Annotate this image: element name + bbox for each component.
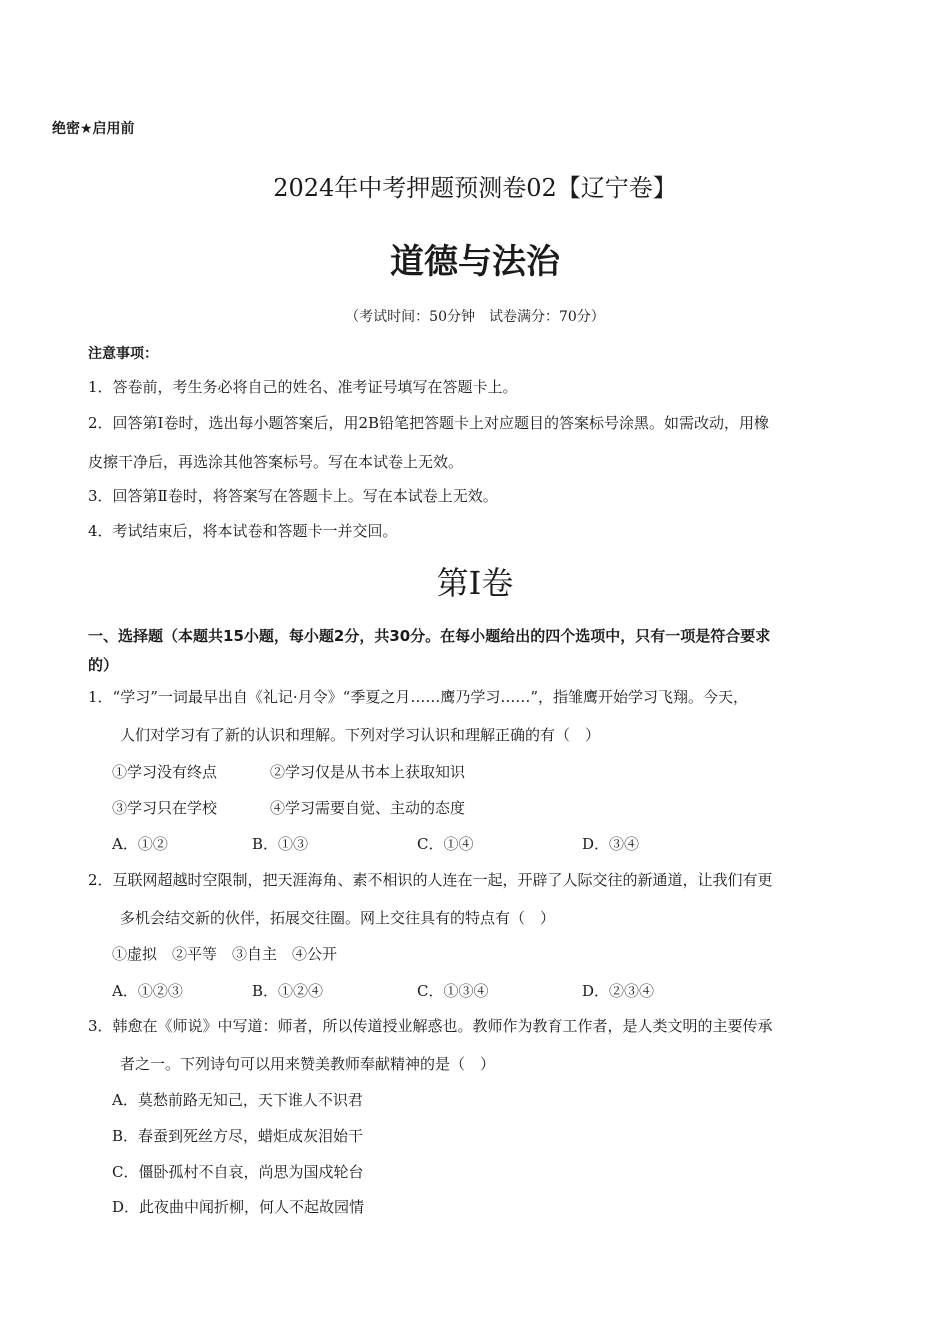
question-1-statement-2: ②学习仅是从书本上获取知识 bbox=[270, 763, 466, 781]
question-2-line-2: 多机会结交新的伙伴，拓展交往圈。网上交往具有的特点有（ ） bbox=[120, 909, 556, 927]
section-heading-line-1: 一、选择题（本题共15小题，每小题2分，共30分。在每小题给出的四个选项中，只有一项是符合要求 bbox=[88, 627, 771, 645]
question-3-line-2: 者之一。下列诗句可以用来赞美教师奉献精神的是（ ） bbox=[120, 1055, 496, 1073]
question-1-option-a[interactable]: A．①② bbox=[112, 835, 168, 853]
question-1-statement-1: ①学习没有终点 bbox=[112, 763, 218, 781]
subject-title: 道德与法治 bbox=[390, 242, 560, 282]
section-heading-line-2: 的） bbox=[88, 656, 119, 674]
question-3-option-b[interactable]: B．春蚕到死丝方尽，蜡炬成灰泪始干 bbox=[112, 1127, 364, 1145]
notice-item-2-line-1: 2．回答第Ⅰ卷时，选出每小题答案后，用2B铅笔把答题卡上对应题目的答案标号涂黑。如需改动，用橡 bbox=[88, 414, 770, 432]
question-2-option-b[interactable]: B．①②④ bbox=[252, 982, 324, 1000]
exam-timing: （考试时间：50分钟 试卷满分：70分） bbox=[345, 309, 605, 325]
question-2-option-a[interactable]: A．①②③ bbox=[112, 982, 183, 1000]
question-3-option-a[interactable]: A．莫愁前路无知己，天下谁人不识君 bbox=[112, 1091, 363, 1109]
notice-item-2-line-2: 皮擦干净后，再选涂其他答案标号。写在本试卷上无效。 bbox=[88, 453, 464, 471]
notice-item-1: 1．答卷前，考生务必将自己的姓名、准考证号填写在答题卡上。 bbox=[88, 378, 518, 396]
question-1-line-1: 1．“学习”一词最早出自《礼记·月令》“季夏之月……鹰乃学习……”，指雏鹰开始学习飞翔。今天， bbox=[88, 688, 748, 706]
question-1-option-b[interactable]: B．①③ bbox=[252, 835, 309, 853]
question-1-statement-4: ④学习需要自觉、主动的态度 bbox=[270, 799, 466, 817]
notice-item-4: 4．考试结束后，将本试卷和答题卡一并交回。 bbox=[88, 522, 398, 540]
secret-label: 绝密★启用前 bbox=[52, 121, 135, 137]
question-2-statements: ①虚拟 ②平等 ③自主 ④公开 bbox=[112, 945, 338, 963]
question-1-statement-3: ③学习只在学校 bbox=[112, 799, 218, 817]
notice-heading: 注意事项： bbox=[88, 346, 158, 362]
question-3-option-c[interactable]: C．僵卧孤村不自哀，尚思为国戍轮台 bbox=[112, 1163, 364, 1181]
volume-title: 第Ⅰ卷 bbox=[436, 564, 514, 602]
question-1-option-d[interactable]: D．③④ bbox=[582, 835, 640, 853]
question-2-option-c[interactable]: C．①③④ bbox=[417, 982, 489, 1000]
question-1-line-2: 人们对学习有了新的认识和理解。下列对学习认识和理解正确的有（ ） bbox=[120, 726, 601, 744]
question-3-option-d[interactable]: D．此夜曲中闻折柳，何人不起故园情 bbox=[112, 1198, 365, 1216]
question-3-line-1: 3．韩愈在《师说》中写道：师者，所以传道授业解惑也。教师作为教育工作者，是人类文明的主要传承 bbox=[88, 1017, 773, 1035]
question-2-option-d[interactable]: D．②③④ bbox=[582, 982, 655, 1000]
exam-title: 2024年中考押题预测卷02【辽宁卷】 bbox=[273, 174, 677, 202]
question-2-line-1: 2．互联网超越时空限制，把天涯海角、素不相识的人连在一起，开辟了人际交往的新通道，让我们有更 bbox=[88, 871, 773, 889]
notice-item-3: 3．回答第Ⅱ卷时，将答案写在答题卡上。写在本试卷上无效。 bbox=[88, 487, 498, 505]
question-1-option-c[interactable]: C．①④ bbox=[417, 835, 474, 853]
